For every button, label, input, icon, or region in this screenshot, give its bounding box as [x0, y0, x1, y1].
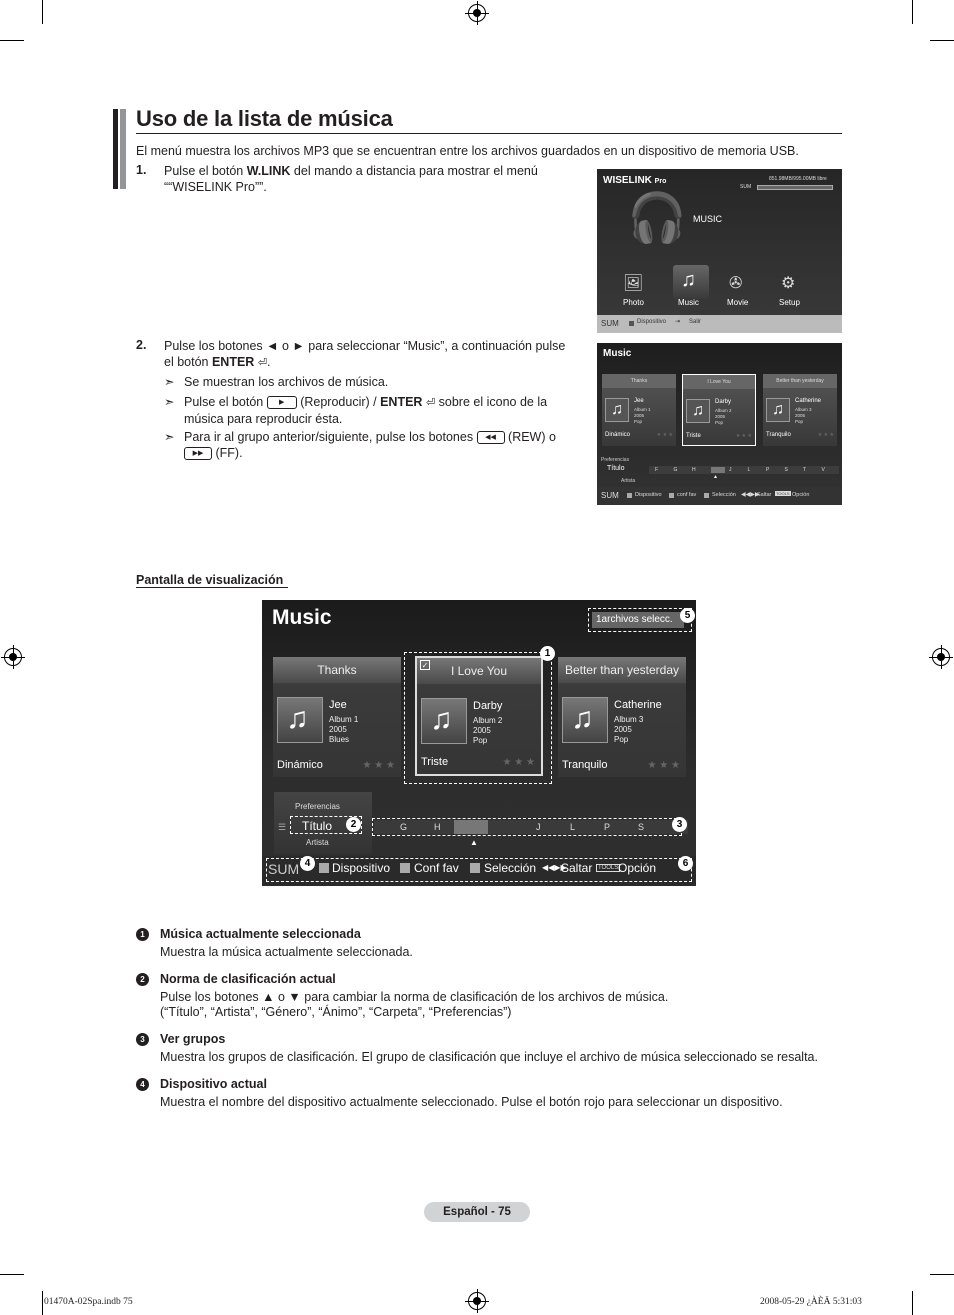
select-label[interactable]: Selección	[484, 861, 537, 875]
music-note-icon: ♫	[286, 702, 309, 735]
song-card-title: Better than yesterday	[763, 374, 837, 388]
setup-icon[interactable]: ⚙	[781, 275, 796, 292]
music-note-icon: ♫	[766, 398, 790, 422]
sort-title-label[interactable]: Título	[302, 819, 333, 833]
wlink-label: W.LINK	[246, 164, 291, 178]
bullet-arrow-icon: ➣	[164, 430, 175, 444]
song-card-title: Thanks	[602, 374, 676, 388]
footer-timestamp: 2008-05-29 ¿ÀÈÄ 5:31:03	[760, 1297, 862, 1307]
group-letter: J	[536, 822, 541, 832]
wiselink-pro: Pro	[654, 178, 667, 185]
song-meta: 2005	[634, 413, 645, 418]
music-screen-small	[597, 343, 842, 505]
item-body: Muestra el nombre del dispositivo actualmente seleccionado. Pulse el botón rojo para seleccionar un dispositivo.	[160, 1095, 783, 1109]
callout-1: 1	[540, 646, 555, 661]
registration-mark	[932, 648, 950, 666]
registration-mark	[468, 1292, 486, 1310]
song-meta-line: Album 2	[473, 716, 503, 725]
option-label: Opción	[792, 492, 810, 498]
group-letter: S	[638, 822, 645, 832]
music-label: MUSIC	[693, 214, 722, 224]
item-number-icon: 1	[136, 928, 149, 941]
registration-mark	[468, 4, 486, 22]
song-mood: Tranquilo	[562, 759, 608, 771]
music-note-icon: ♫	[686, 399, 710, 423]
bullet-text-part: (REW) o	[508, 430, 556, 444]
movie-label: Movie	[727, 298, 749, 307]
exit-icon: ⇥	[675, 319, 681, 325]
crop-mark	[930, 40, 954, 41]
group-letter	[711, 467, 725, 473]
group-letter: P	[604, 822, 611, 832]
crop-mark	[912, 1291, 913, 1315]
song-meta-line: 2005	[473, 726, 491, 735]
enter-icon: ⏎	[425, 397, 436, 409]
song-card-title: I Love You	[417, 658, 541, 684]
sum-label: SUM	[601, 319, 619, 328]
song-meta-line: Album 1	[329, 715, 359, 724]
device-label: Dispositivo	[635, 492, 662, 498]
rating-stars-icon: ★ ★ ★	[647, 760, 680, 771]
group-letter: H	[692, 467, 696, 473]
group-letter: T	[803, 467, 807, 473]
music-note-icon: ♫	[430, 703, 453, 736]
song-meta	[614, 715, 643, 745]
group-pointer-icon: ▲	[470, 838, 478, 847]
song-artist: Catherine	[795, 398, 822, 404]
song-meta-line: Album 3	[614, 715, 644, 724]
bullet-text-part: (Reproducir) /	[300, 395, 381, 409]
red-key-icon	[319, 863, 329, 873]
music-note-icon: ♫	[571, 702, 594, 735]
bullet-arrow-icon: ➣	[164, 375, 175, 389]
headphones-music-icon: 🎧	[627, 192, 687, 245]
group-letter: V	[821, 467, 825, 473]
song-meta: Album 2	[715, 408, 732, 413]
callout-box-1	[404, 652, 552, 784]
music-item-label: Music	[678, 298, 699, 307]
step1-text-c: ““WISELINK Pro””.	[164, 180, 267, 194]
song-meta	[329, 715, 358, 745]
song-artist: Jee	[329, 699, 347, 711]
wiselink-bottom-bar	[597, 315, 842, 333]
callout-6: 6	[678, 856, 693, 871]
setup-label: Setup	[779, 298, 800, 307]
song-card[interactable]	[602, 374, 676, 446]
device-label: Dispositivo	[637, 319, 667, 325]
step1-text-b: del mando a distancia para mostrar el menú	[290, 164, 538, 178]
bullet-text-part: música para reproducir ésta.	[184, 412, 343, 426]
callout-5: 5	[680, 608, 695, 623]
sum-label: SUM	[740, 184, 752, 190]
skip-label[interactable]: Saltar	[561, 861, 593, 875]
song-meta: Pop	[715, 420, 724, 425]
intro-text: El menú muestra los archivos MP3 que se encuentran entre los archivos guardados en un dispositivo de memoria USB.	[136, 144, 799, 158]
item-body: Pulse los botones ▲ o ▼ para cambiar la norma de clasificación de los archivos de música.	[160, 990, 669, 1004]
pref-label: Preferencias	[295, 802, 340, 811]
select-label: Selección	[712, 492, 736, 498]
group-letter: G	[400, 822, 408, 832]
song-artist: Darby	[473, 700, 503, 712]
registration-mark	[4, 648, 22, 666]
red-key-icon	[627, 493, 632, 498]
song-artist: Darby	[715, 399, 732, 405]
crop-mark	[0, 40, 24, 41]
big-music-title: Music	[272, 606, 332, 629]
item-number-icon: 2	[136, 973, 149, 986]
bullet-text	[184, 429, 584, 461]
fav-label: conf fav	[677, 492, 697, 498]
title-rule	[136, 133, 842, 134]
callout-2: 2	[346, 817, 361, 832]
enter-label: ENTER	[211, 355, 255, 369]
group-letter: F	[655, 467, 659, 473]
sum-label: SUM	[268, 861, 300, 877]
fast-forward-icon: ▶▶	[184, 447, 212, 460]
tools-icon: TOOLS	[776, 491, 790, 496]
group-letter: H	[434, 822, 441, 832]
crop-mark	[912, 0, 913, 24]
album-thumb	[277, 697, 323, 743]
song-meta-line: 2005	[614, 725, 632, 734]
artist-sort-label: Artista	[621, 478, 636, 484]
bullet-text-part: Pulse el botón	[184, 395, 264, 409]
song-meta: Pop	[634, 419, 643, 424]
step-number: 1.	[136, 163, 147, 177]
red-key-icon	[629, 321, 634, 326]
step2-text-a: Pulse los botones ◄ o ► para seleccionar “Music”, a continuación pulse	[164, 339, 566, 353]
song-meta: Album 3	[795, 407, 812, 412]
crop-mark	[930, 1274, 954, 1275]
item-title: Norma de clasificación actual	[160, 972, 336, 986]
song-card[interactable]	[763, 374, 837, 446]
song-meta: 2005	[715, 414, 726, 419]
crop-mark	[42, 0, 43, 24]
group-letter: L	[570, 822, 576, 832]
song-card-title: Thanks	[273, 657, 401, 683]
play-icon: ▶	[267, 396, 297, 409]
list-icon: ☰	[278, 822, 287, 832]
page-title: Uso de la lista de música	[136, 106, 393, 131]
small-music-title: Music	[603, 348, 632, 359]
crop-mark	[0, 1274, 24, 1275]
step2-text: Pulse los botones ◄ o ► para seleccionar “Music”, a continuación pulse el botón ENTER ⏎.	[164, 338, 584, 371]
skip-icon: ◀◀▶▶	[741, 492, 760, 498]
footer-file: 01470A-02Spa.indb 75	[44, 1297, 133, 1307]
green-key-icon	[400, 863, 410, 873]
checkbox-icon[interactable]: ✓	[421, 661, 429, 670]
step-number: 2.	[136, 338, 147, 352]
group-letter: G	[673, 467, 678, 473]
song-artist: Jee	[634, 398, 644, 404]
group-letter: S	[784, 467, 788, 473]
small-bottom-bar	[597, 487, 842, 505]
song-card[interactable]	[558, 657, 686, 777]
bullet-text: Se muestran los archivos de música.	[184, 375, 389, 389]
rating-stars-icon: ★ ★ ★	[502, 757, 535, 768]
music-icon[interactable]: ♫	[681, 269, 696, 291]
exit-label: Salir	[689, 319, 702, 325]
section-label: Pantalla de visualización	[136, 573, 284, 587]
skip-icon: ◀◀▶▶	[542, 863, 567, 872]
song-card-title: I Love You	[683, 375, 755, 389]
bullet-text-part: (FF).	[215, 446, 243, 460]
photo-icon[interactable]: 🖼	[623, 275, 644, 292]
wiselink-title-text: WISELINK	[603, 175, 652, 186]
item-number-icon: 4	[136, 1078, 149, 1091]
yellow-key-icon	[704, 493, 709, 498]
music-note-icon: ♫	[605, 398, 629, 422]
song-meta: Album 1	[634, 407, 651, 412]
enter-label: ENTER	[380, 395, 423, 409]
photo-label: Photo	[623, 298, 644, 307]
rating-stars-icon: ★ ★ ★	[817, 432, 834, 438]
item-title: Ver grupos	[160, 1032, 226, 1046]
movie-icon[interactable]: ✇	[729, 275, 743, 292]
callout-4: 4	[300, 856, 315, 871]
wiselink-screen	[597, 169, 842, 333]
yellow-key-icon	[470, 863, 480, 873]
crop-mark	[42, 1291, 43, 1315]
section-underline	[136, 587, 288, 588]
callout-box-5	[588, 608, 692, 632]
header-bar	[120, 109, 126, 189]
song-meta: 2005	[795, 413, 806, 418]
song-meta-line: Blues	[329, 735, 350, 744]
pref-label: Preferencias	[601, 457, 630, 463]
option-label[interactable]: Opción	[618, 861, 657, 875]
step2-text-b: el botón	[164, 355, 212, 369]
step1-text	[164, 163, 584, 195]
group-bar	[649, 466, 839, 474]
song-meta-line: Pop	[614, 735, 629, 744]
item-body: (“Título”, “Artista”, “Género”, “Ánimo”, “Carpeta”, “Preferencias”)	[160, 1005, 512, 1019]
song-card[interactable]	[682, 374, 756, 446]
sum-label: SUM	[601, 491, 619, 500]
group-letter: P	[766, 467, 770, 473]
storage-bar	[757, 185, 833, 190]
tools-icon: TOOLS	[598, 865, 619, 871]
device-label[interactable]: Dispositivo	[332, 861, 391, 875]
page-number: Español - 75	[424, 1202, 530, 1222]
callout-3: 3	[672, 817, 687, 832]
album-thumb	[562, 697, 608, 743]
skip-label: Saltar	[757, 492, 772, 498]
artist-sort-label: Artista	[306, 838, 329, 847]
free-space-label: 851.98MB/995.00MB libre	[769, 176, 827, 182]
group-letter: L	[747, 467, 751, 473]
item-title: Música actualmente seleccionada	[160, 927, 361, 941]
song-mood: Dinámico	[605, 432, 631, 438]
rewind-icon: ◀◀	[477, 431, 505, 444]
item-body: Muestra la música actualmente seleccionada.	[160, 945, 413, 959]
item-number-icon: 3	[136, 1033, 149, 1046]
rating-stars-icon: ★ ★ ★	[362, 760, 395, 771]
song-meta-line: 2005	[329, 725, 347, 734]
song-card[interactable]	[273, 657, 401, 777]
green-key-icon	[669, 493, 674, 498]
song-artist: Catherine	[614, 699, 662, 711]
bullet-arrow-icon: ➣	[164, 395, 175, 409]
song-mood: Tranquilo	[766, 432, 791, 438]
fav-label[interactable]: Conf fav	[414, 861, 459, 875]
song-card-title: Better than yesterday	[558, 657, 686, 683]
enter-icon: ⏎	[257, 357, 268, 369]
bullet-text	[184, 394, 584, 427]
item-title: Dispositivo actual	[160, 1077, 267, 1091]
song-meta: Pop	[795, 419, 804, 424]
wiselink-title	[603, 175, 666, 186]
group-pointer-icon: ▲	[713, 474, 718, 480]
group-letter: J	[729, 467, 732, 473]
music-screen-large	[262, 600, 696, 886]
song-mood: Triste	[686, 433, 701, 439]
files-selected-label: 1archivos selecc.	[592, 612, 684, 628]
item-body: Muestra los grupos de clasificación. El grupo de clasificación que incluye el archivo de música seleccionado se resalta.	[160, 1050, 818, 1064]
song-mood: Triste	[421, 756, 449, 768]
sort-title-label: Título	[607, 465, 625, 472]
rating-stars-icon: ★ ★ ★	[656, 432, 673, 438]
step1-text-a: Pulse el botón	[164, 164, 247, 178]
header-bar	[113, 109, 118, 189]
song-mood: Dinámico	[277, 759, 323, 771]
song-meta-line: Pop	[473, 736, 488, 745]
bullet-text-part: Para ir al grupo anterior/siguiente, pulse los botones	[184, 430, 474, 444]
rating-stars-icon: ★ ★ ★	[735, 433, 752, 439]
callout-box-3	[372, 818, 682, 836]
bullet-text-part: sobre el icono de la	[438, 395, 548, 409]
